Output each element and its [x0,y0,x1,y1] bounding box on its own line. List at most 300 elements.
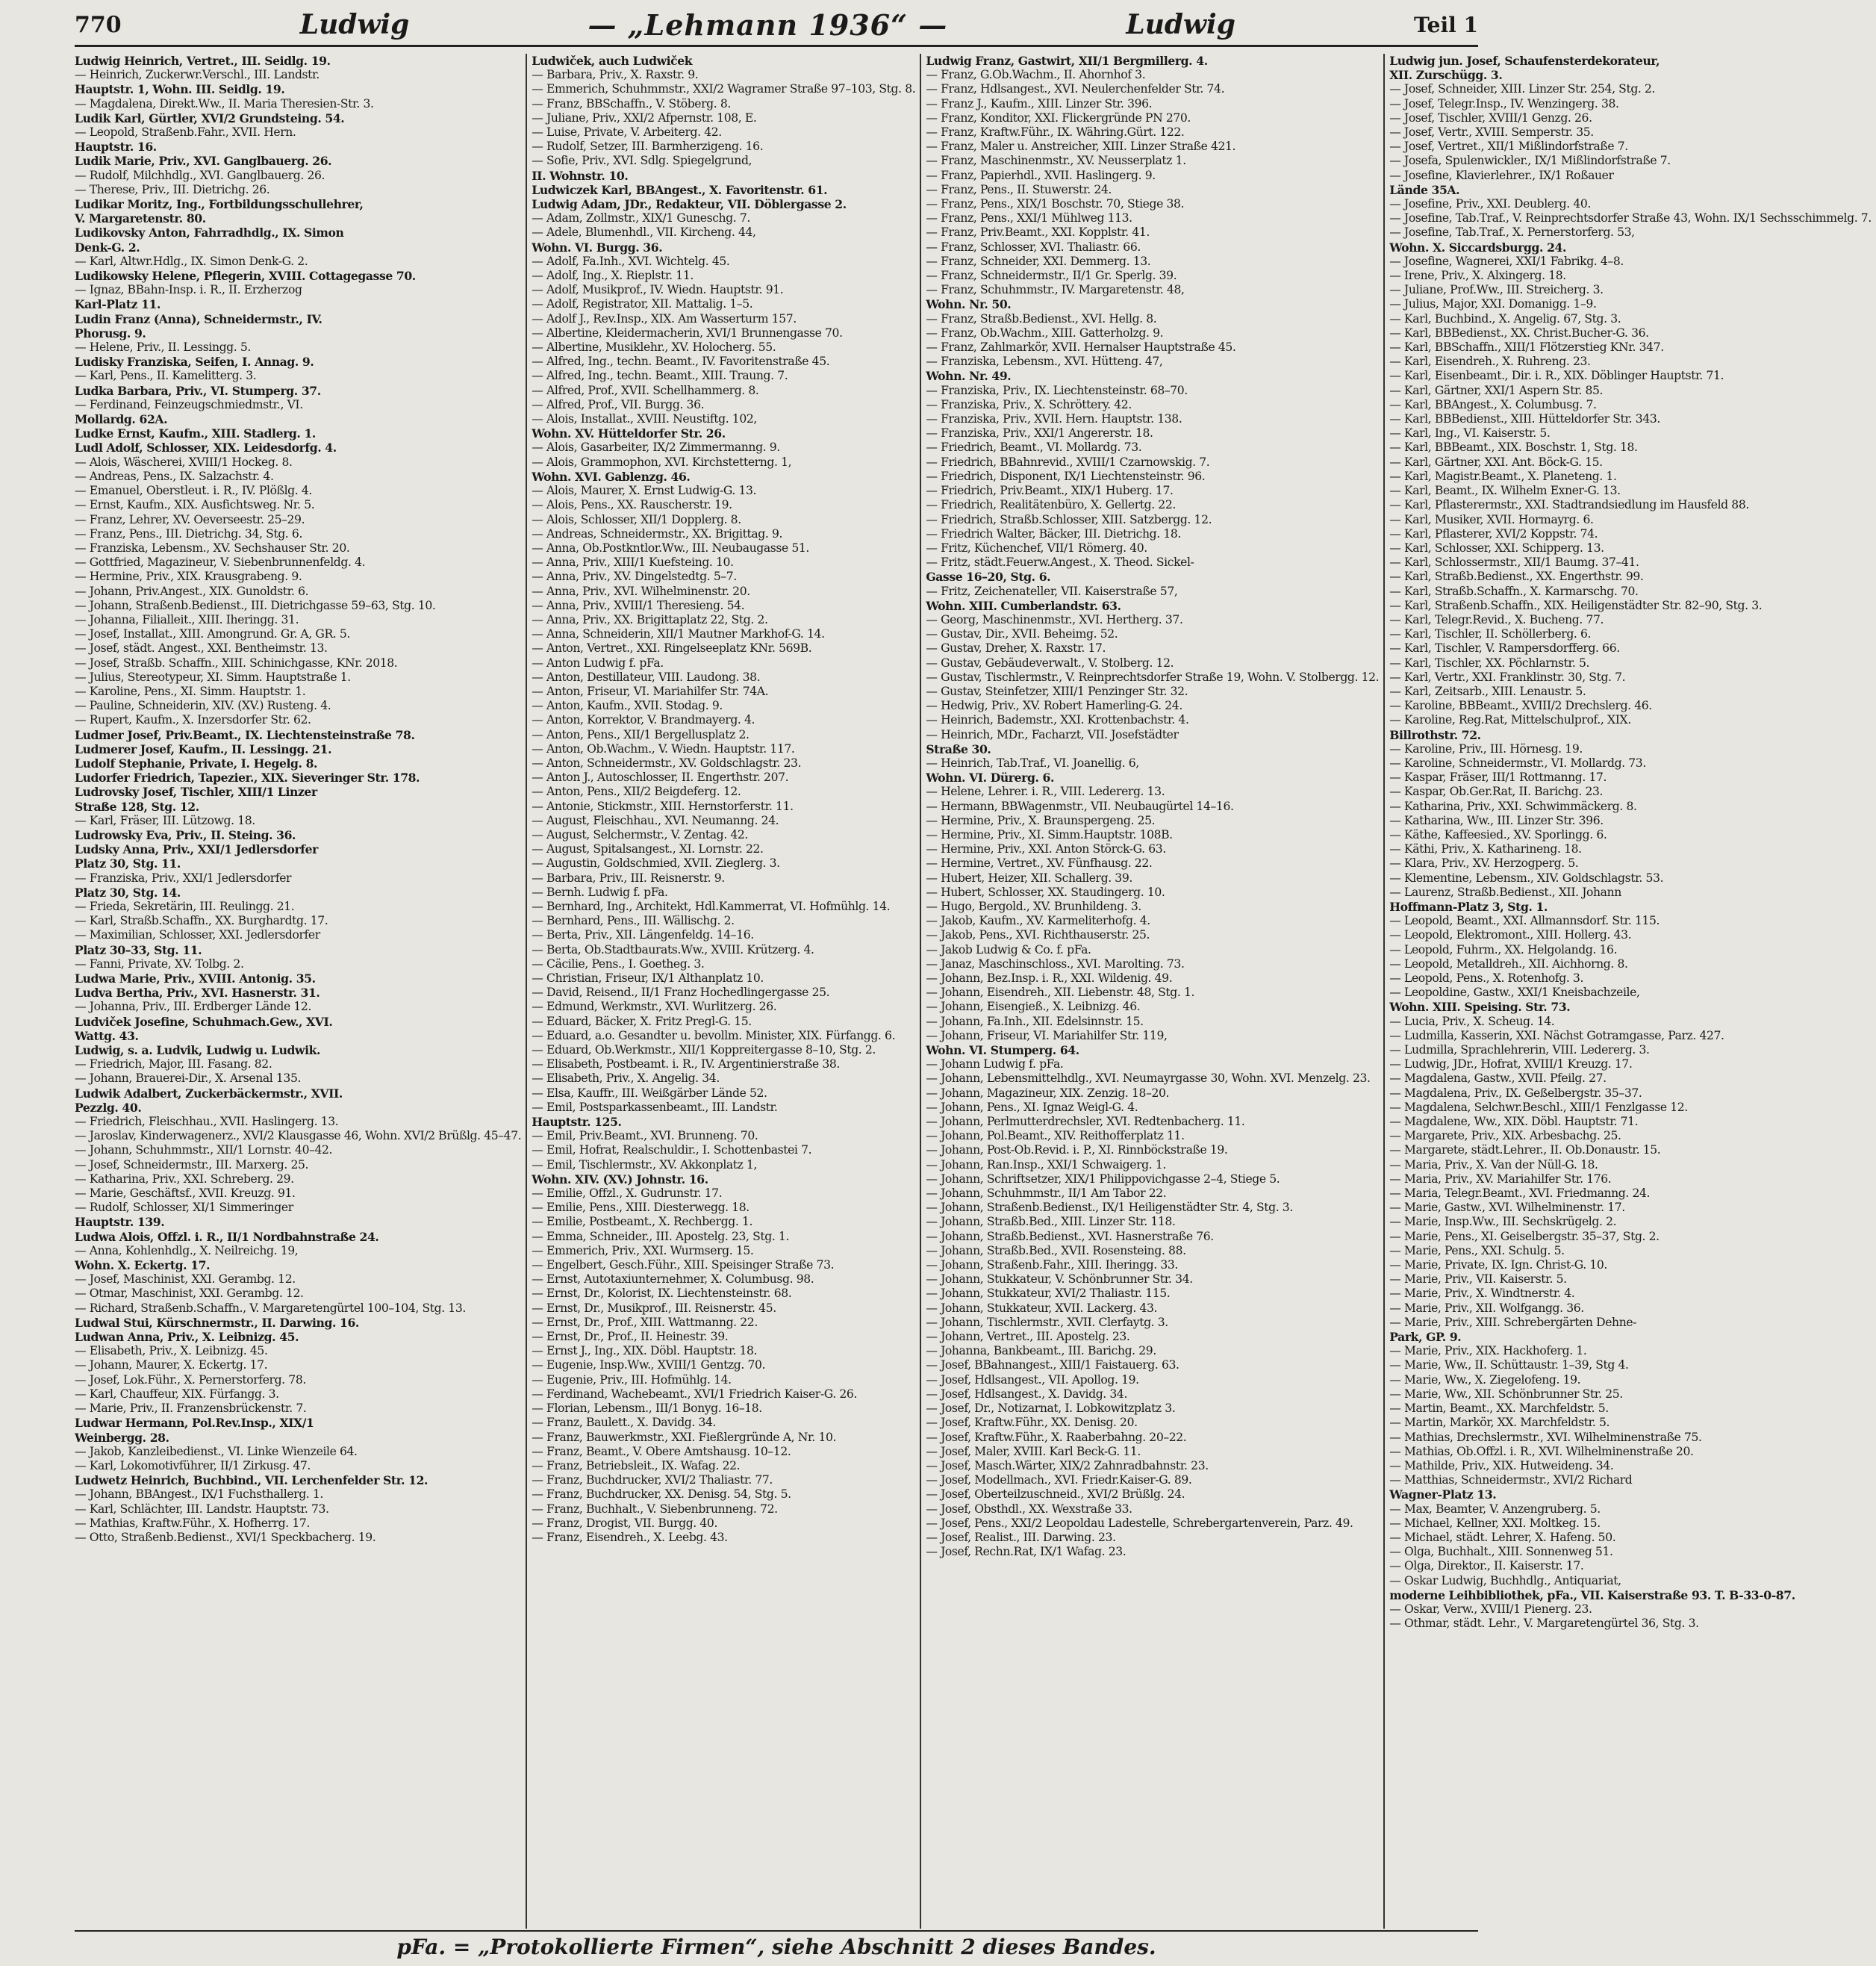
directory-entry: Ludka Barbara, Priv., VI. Stumperg. 37. [75,383,321,398]
directory-entry: — Johann, Schuhmmstr., XII/1 Lornstr. 40–42. [75,1143,333,1157]
directory-entry: — Marie, Priv., XIII. Schrebergärten Dehne- [1389,1315,1637,1329]
directory-entry: — Othmar, städt. Lehr., V. Margaretengürtel 36, Stg. 3. [1389,1617,1699,1631]
directory-entry: — Johann, Vertret., III. Apostelg. 23. [926,1330,1130,1344]
directory-entry: Wohn. XIII. Cumberlandstr. 63. [926,598,1121,613]
directory-entry: — Josefine, Wagnerei, XXI/1 Fabrikg. 4–8. [1389,254,1624,268]
directory-entry: — Anton, Friseur, VI. Mariahilfer Str. 74A. [532,684,769,698]
directory-entry: — Otmar, Maschinist, XXI. Gerambg. 12. [75,1287,304,1301]
directory-entry: — Franz, Pens., XXI/1 Mühlweg 113. [926,211,1132,225]
directory-entry: — Emmerich, Priv., XXI. Wurmserg. 15. [532,1243,754,1257]
directory-entry: Wohn. Nr. 49. [926,369,1012,384]
directory-entry: — Emilie, Pens., XIII. Diesterwegg. 18. [532,1201,750,1215]
directory-entry: — Franz, Schuhmmstr., IV. Margaretenstr. 48, [926,283,1185,297]
directory-entry: — Max, Beamter, V. Anzengruberg. 5. [1389,1502,1601,1516]
directory-entry: — Karl, Pflasterer, XVI/2 Koppstr. 74. [1389,526,1598,541]
directory-entry: — Johann Ludwig f. pFa. [926,1057,1064,1071]
directory-entry: — Gustav, Steinfetzer, XIII/1 Penzinger Str. 32. [926,684,1188,698]
directory-entry: Wohn. VI. Stumperg. 64. [926,1043,1079,1058]
directory-entry: — Franz, Maler u. Anstreicher, XIII. Linzer Straße 421. [926,140,1236,154]
directory-entry: — Elsa, Kauffr., III. Weißgärber Lände 52. [532,1086,767,1100]
directory-entry: Ludwig Franz, Gastwirt, XII/1 Bergmillerg. 4. [926,54,1208,68]
directory-entry: — Josef, Straßb. Schaffn., XIII. Schinichgasse, KNr. 2018. [75,656,398,670]
directory-entry: — Elisabeth, Priv., X. Leibnizg. 45. [75,1344,268,1358]
directory-entry: Ludrowsky Eva, Priv., II. Steing. 36. [75,827,296,842]
directory-entry: — Heinrich, Zuckerwr.Verschl., III. Landstr. [75,68,320,82]
directory-entry: — Johann, Straßb.Bedienst., XVI. Hasnerstraße 76. [926,1229,1214,1243]
directory-entry: — Albertine, Musiklehr., XV. Holocherg. 55. [532,340,776,355]
directory-entry: Ludmer Josef, Priv.Beamt., IX. Liechtensteinstraße 78. [75,727,415,742]
column-2 [532,54,921,1929]
directory-entry: — Anton Ludwig f. pFa. [532,656,664,670]
directory-entry: — Friedrich Walter, Bäcker, III. Dietrichg. 18. [926,526,1181,541]
directory-entry: Pezzlg. 40. [75,1100,142,1115]
directory-entry: — Ernst, Dr., Prof., II. Heinestr. 39. [532,1330,729,1344]
directory-entry: — Kaspar, Ob.Ger.Rat, II. Barichg. 23. [1389,785,1604,799]
directory-entry: — Johann, Ran.Insp., XXI/1 Schwaigerg. 1. [926,1157,1166,1172]
directory-entry: moderne Leihbibliothek, pFa., VII. Kaiserstraße 93. T. B-33-0-87. [1389,1587,1795,1602]
directory-entry: — Helene, Lehrer. i. R., VIII. Ledererg. 13. [926,785,1165,799]
directory-entry: — Franziska, Lebensm., XVI. Hütteng. 47, [926,355,1163,369]
directory-entry: — Andreas, Schneidermstr., XX. Brigittag. 9. [532,526,783,541]
directory-entry: — Josef, Obsthdl., XX. Wexstraße 33. [926,1502,1132,1516]
directory-entry: — Franz, Baulett., X. Davidg. 34. [532,1416,717,1430]
directory-entry: — Johann, Eisendreh., XII. Liebenstr. 48, Stg. 1. [926,986,1195,1000]
directory-entry: Ludolf Stephanie, Private, I. Hegelg. 8. [75,756,318,771]
directory-entry: — Franz, Konditor, XXI. Flickergründe PN 270. [926,111,1191,125]
directory-entry: — Maria, Priv., XV. Mariahilfer Str. 176. [1389,1172,1612,1186]
directory-entry: — Josef, Installat., XIII. Amongrund. Gr. A, GR. 5. [75,627,350,641]
directory-entry: — Ernst, Kaufm., XIX. Ausfichtsweg. Nr. 5. [75,498,315,512]
directory-entry: — Johann, Schuhmmstr., II/1 Am Tabor 22. [926,1186,1167,1201]
directory-entry: — Barbara, Priv., X. Raxstr. 9. [532,68,699,82]
directory-entry: — Fritz, Küchenchef, VII/1 Römerg. 40. [926,541,1147,555]
directory-entry: — Emil, Priv.Beamt., XVI. Brunneng. 70. [532,1129,758,1143]
directory-entry: — Johanna, Priv., III. Erdberger Lände 12. [75,1000,311,1014]
directory-entry: — Hermine, Priv., XIX. Krausgrabeng. 9. [75,570,302,584]
directory-entry: — Franziska, Priv., X. Schröttery. 42. [926,397,1132,411]
directory-entry: — Josef, BBahnangest., XIII/1 Faistauerg. 63. [926,1358,1179,1372]
directory-entry: — Eugenie, Insp.Ww., XVIII/1 Gentzg. 70. [532,1358,766,1372]
directory-entry: — Maria, Telegr.Beamt., XVI. Friedmanng. 24. [1389,1186,1651,1201]
directory-entry: — Marie, Ww., II. Schüttaustr. 1–39, Stg 4. [1389,1358,1629,1372]
directory-entry: — Franz, Papierhdl., XVII. Haslingerg. 9. [926,168,1156,182]
directory-entry: — Karoline, BBBeamt., XVIII/2 Drechslerg. 46. [1389,699,1652,713]
directory-entry: — Josef, Schneidermstr., III. Marxerg. 25. [75,1157,309,1172]
directory-entry: Ludsky Anna, Priv., XXI/1 Jedlersdorfer [75,842,318,857]
directory-entry: — Leopold, Straßenb.Fahr., XVII. Hern. [75,125,296,140]
directory-entry: — Olga, Direktor., II. Kaiserstr. 17. [1389,1559,1584,1573]
directory-entry: — Gustav, Dreher, X. Raxstr. 17. [926,641,1106,656]
directory-entry: — Marie, Insp.Ww., III. Sechskrügelg. 2. [1389,1215,1617,1229]
directory-entry: — Margarete, Priv., XIX. Arbesbachg. 25. [1389,1129,1621,1143]
directory-entry: — Josef, Maler, XVIII. Karl Beck-G. 11. [926,1444,1141,1458]
directory-entry: — Klara, Priv., XV. Herzogperg. 5. [1389,856,1579,871]
directory-entry: — Marie, Priv., II. Franzensbrückenstr. 7. [75,1402,307,1416]
directory-entry: — Anna, Priv., XX. Brigittaplatz 22, Stg. 2. [532,612,768,626]
directory-entry: — Marie, Geschäftsf., XVII. Kreuzg. 91. [75,1186,296,1201]
directory-entry: — Johann, Eisengieß., X. Leibnizg. 46. [926,1000,1141,1014]
directory-entry: — Hugo, Bergold., XV. Brunhildeng. 3. [926,899,1141,913]
directory-entry: — Karl, Lokomotivführer, II/1 Zirkusg. 47. [75,1458,311,1472]
directory-entry: — Marie, Priv., XIX. Hackhoferg. 1. [1389,1344,1587,1358]
directory-entry: — Bernhard, Pens., III. Wällischg. 2. [532,914,735,928]
directory-entry: — Julius, Major, XXI. Domanigg. 1–9. [1389,297,1597,311]
directory-entry: — Franz, Priv.Beamt., XXI. Kopplstr. 41. [926,225,1150,240]
directory-entry: — Matthias, Schneidermstr., XVI/2 Richard [1389,1473,1633,1487]
directory-entry: — Karl, Schlosser, XXI. Schipperg. 13. [1389,541,1604,555]
directory-entry: — Friedrich, Fleischhau., XVII. Haslingerg. 13. [75,1115,339,1129]
directory-entry: — Albertine, Kleidermacherin, XVI/1 Brunnengasse 70. [532,326,843,340]
directory-entry: — Josef, Masch.Wärter, XIX/2 Zahnradbahnstr. 23. [926,1458,1209,1472]
directory-entry: Ludl Adolf, Schlosser, XIX. Leidesdorfg. 4. [75,441,337,455]
directory-entry: — Bernhard, Ing., Architekt, Hdl.Kammerrat, VI. Hofmühlg. 14. [532,899,891,913]
directory-entry: — Franz, Schneider, XXI. Demmerg. 13. [926,254,1151,268]
directory-entry: — Johann, Straßenb.Bedienst., IX/1 Heiligenstädter Str. 4, Stg. 3. [926,1201,1293,1215]
directory-entry: Park, GP. 9. [1389,1330,1462,1345]
directory-entry: — Rudolf, Schlosser, XI/1 Simmeringer [75,1201,293,1215]
directory-entry: — Heinrich, Tab.Traf., VI. Joanellig. 6, [926,756,1139,770]
directory-entry: — Karl, Eisenbeamt., Dir. i. R., XIX. Döblinger Hauptstr. 71. [1389,369,1724,383]
directory-entry: — Karl, Straßb.Schaffn., X. Karmarschg. 70. [1389,584,1639,598]
directory-entry: — Anna, Priv., XV. Dingelstedtg. 5–7. [532,570,737,584]
page-header [75,4,1478,47]
directory-entry: Ludwig jun. Josef, Schaufensterdekorateur, [1389,54,1660,68]
directory-entry: — Adolf, Fa.Inh., XVI. Wichtelg. 45. [532,254,730,268]
directory-entry: Lände 35A. [1389,182,1460,197]
directory-entry: — Franz, Drogist, VII. Burgg. 40. [532,1516,718,1530]
directory-entry: — Josef, Realist., III. Darwing. 23. [926,1530,1116,1544]
directory-entry: — Alfred, Prof., XVII. Schellhammerg. 8. [532,383,759,397]
directory-entry: — Ignaz, BBahn-Insp. i. R., II. Erzherzog [75,283,302,297]
directory-entry: — Josef, Oberteilzuschneid., XVI/2 Brüßlg. 24. [926,1487,1185,1502]
directory-entry: — Karl, BBAngest., X. Columbusg. 7. [1389,397,1597,411]
directory-entry: — Marie, Priv., VII. Kaiserstr. 5. [1389,1272,1567,1287]
directory-entry: — Marie, Ww., X. Ziegelofeng. 19. [1389,1372,1581,1387]
directory-entry: Ludwiček, auch Ludwiček [532,54,693,68]
directory-entry: — Josef, Telegr.Insp., IV. Wenzingerg. 38. [1389,96,1619,111]
directory-entry: — David, Reisend., II/1 Franz Hochedlingergasse 25. [532,986,830,1000]
column-1 [75,54,527,1929]
directory-entry: — Georg, Maschinenmstr., XVI. Hertherg. 37. [926,612,1183,626]
directory-entry: Ludwar Hermann, Pol.Rev.Insp., XIX/1 [75,1416,314,1431]
directory-entry: — Karoline, Pens., XI. Simm. Hauptstr. 1. [75,684,306,698]
directory-entry: — Klementine, Lebensm., XIV. Goldschlagstr. 53. [1389,871,1664,885]
directory-entry: — Marie, Private, IX. Ign. Christ-G. 10. [1389,1258,1607,1272]
directory-entry: — Leopold, Pens., X. Rotenhofg. 3. [1389,971,1584,985]
directory-entry: — Anna, Kohlenhdlg., X. Neilreichg. 19, [75,1243,299,1257]
directory-entry: — Karl, Pens., II. Kamelitterg. 3. [75,369,257,383]
directory-entry: — Franz, Zahlmarkör, XVII. Hernalser Hauptstraße 45. [926,340,1236,355]
directory-entry: — Ernst, Autotaxiunternehmer, X. Columbusg. 98. [532,1272,814,1287]
directory-entry: — Johann, Stukkateur, V. Schönbrunner Str. 34. [926,1272,1193,1287]
directory-entry: — Franz, Buchdrucker, XVI/2 Thaliastr. 77. [532,1473,773,1487]
directory-entry: Hauptstr. 139. [75,1215,165,1230]
directory-entry: Wohn. Nr. 50. [926,297,1012,312]
directory-entry: — Janaz, Maschinschloss., XVI. Marolting. 73. [926,956,1185,971]
directory-entry: — Alois, Schlosser, XII/1 Dopplerg. 8. [532,512,741,526]
directory-entry: — Anton, Vertret., XXI. Ringelseeplatz KNr. 569B. [532,641,812,656]
directory-entry: Wohn. VI. Dürerg. 6. [926,771,1054,786]
directory-entry: — Hedwig, Priv., XV. Robert Hamerling-G. 24. [926,699,1182,713]
directory-entry: — Jakob, Pens., XVI. Richthauserstr. 25. [926,928,1150,942]
directory-entry: — Marie, Ww., XII. Schönbrunner Str. 25. [1389,1387,1623,1401]
directory-entry: — Johann, Stukkateur, XVI/2 Thaliastr. 115. [926,1287,1171,1301]
directory-entry: — Emil, Tischlermstr., XV. Akkonplatz 1, [532,1157,758,1172]
directory-entry: — Leopold, Beamt., XXI. Allmannsdorf. Str. 115. [1389,914,1660,928]
directory-entry: — Mathias, Ob.Offzl. i. R., XVI. Wilhelminenstraße 20. [1389,1444,1694,1458]
directory-entry: — Johann, Stukkateur, XVII. Lackerg. 43. [926,1301,1158,1315]
directory-entry: — Franz, Kraftw.Führ., IX. Währing.Gürt. 122. [926,125,1185,140]
directory-entry: — Gustav, Dir., XVII. Beheimg. 52. [926,627,1118,641]
directory-entry: — Ferdinand, Wachebeamt., XVI/1 Friedrich Kaiser-G. 26. [532,1387,857,1401]
directory-entry: — Berta, Ob.Stadtbaurats.Ww., XVIII. Krützerg. 4. [532,942,814,956]
directory-entry: — Hubert, Heizer, XII. Schallerg. 39. [926,871,1132,885]
header-left-word: Ludwig [299,9,410,40]
directory-entry: — Friedrich, BBahnrevid., XVIII/1 Czarnowskig. 7. [926,455,1210,469]
directory-entry: — Johann, Bez.Insp. i. R., XXI. Wildenig. 49. [926,971,1173,985]
directory-entry: — Kaspar, Fräser, III/1 Rottmanng. 17. [1389,771,1607,785]
directory-entry: — Marie, Priv., X. Windtnerstr. 4. [1389,1287,1575,1301]
directory-entry: Billrothstr. 72. [1389,727,1481,742]
directory-entry: II. Wohnstr. 10. [532,168,629,183]
directory-entry: — Anton J., Autoschlosser, II. Engerthstr. 207. [532,771,789,785]
directory-entry: — Anna, Priv., XIII/1 Kuefsteing. 10. [532,556,734,570]
directory-entry: — Karl, Ing., VI. Kaiserstr. 5. [1389,426,1551,441]
directory-entry: — Franz, Schneidermstr., II/1 Gr. Sperlg. 39. [926,269,1177,283]
directory-entry: — Alfred, Prof., VII. Burgg. 36. [532,397,705,411]
directory-entry: — August, Selchermstr., V. Zentag. 42. [532,827,748,842]
column-4 [1389,54,1876,1929]
directory-entry: — Fanni, Private, XV. Tolbg. 2. [75,956,244,971]
directory-entry: Ludikovsky Anton, Fahrradhdlg., IX. Simon [75,225,344,240]
directory-entry: — Anton, Pens., XII/2 Beigdeferg. 12. [532,785,741,799]
directory-entry: — Anton, Schneidermstr., XV. Goldschlagstr. 23. [532,756,802,770]
directory-entry: — Karl, Tischler, II. Schöllerberg. 6. [1389,627,1592,641]
directory-entry: — Otto, Straßenb.Bedienst., XVI/1 Speckbacherg. 19. [75,1530,376,1544]
directory-entry: — Luise, Private, V. Arbeiterg. 42. [532,125,722,140]
directory-entry: — Franz, Schlosser, XVI. Thaliastr. 66. [926,240,1141,254]
directory-entry: — Karl, Tischler, XX. Pöchlarnstr. 5. [1389,656,1590,670]
directory-entry: — Margarete, städt.Lehrer., II. Ob.Donaustr. 15. [1389,1143,1661,1157]
directory-entry: — Karl, Chauffeur, XIX. Fürfangg. 3. [75,1387,279,1401]
directory-entry: — Irene, Priv., X. Alxingerg. 18. [1389,269,1566,283]
directory-entry: — Helene, Priv., II. Lessingg. 5. [75,340,251,355]
directory-entry: XII. Zurschügg. 3. [1389,68,1503,83]
directory-entry: — Emil, Postsparkassenbeamt., III. Landstr. [532,1100,778,1114]
directory-entry: Ludwiczek Karl, BBAngest., X. Favoritenstr. 61. [532,182,828,197]
directory-entry: — Josefine, Tab.Traf., V. Reinprechtsdorfer Straße 43, Wohn. IX/1 Sechsschimmelg. 7. [1389,211,1872,225]
directory-entry: — Eduard, a.o. Gesandter u. bevollm. Minister, XIX. Fürfangg. 6. [532,1028,896,1042]
directory-title: — „Lehmann 1936“ — [588,7,948,42]
directory-entry: — Franz, Straßb.Bedienst., XVI. Hellg. 8. [926,311,1157,326]
directory-entry: — Andreas, Pens., IX. Salzachstr. 4. [75,469,274,483]
directory-entry: Wagner-Platz 13. [1389,1487,1497,1502]
directory-entry: — Karl, Schlossermstr., XII/1 Baumg. 37–41. [1389,556,1639,570]
header-right-word: Ludwig [1126,9,1235,40]
directory-entry: — Lucia, Priv., X. Scheug. 14. [1389,1014,1555,1028]
directory-entry: — Franz, Pens., XIX/1 Boschstr. 70, Stiege 38. [926,197,1185,211]
directory-entry: — Elisabeth, Postbeamt. i. R., IV. Argentinierstraße 38. [532,1057,840,1071]
directory-entry: Ludwig Adam, JDr., Redakteur, VII. Döblergasse 2. [532,197,847,212]
directory-entry: — Jakob, Kanzleibedienst., VI. Linke Wienzeile 64. [75,1444,358,1458]
directory-entry: — Alois, Installat., XVIII. Neustiftg. 102, [532,412,757,426]
directory-entry: Wohn. X. Siccardsburgg. 24. [1389,240,1566,255]
directory-entry: — Anton, Pens., XII/1 Bergellusplatz 2. [532,727,750,741]
directory-entry: — Karl, Altwr.Hdlg., IX. Simon Denk-G. 2. [75,254,308,268]
directory-entry: — Franz J., Kaufm., XIII. Linzer Str. 396. [926,96,1153,111]
directory-entry: — Eduard, Ob.Werkmstr., XII/1 Koppreitergasse 8–10, Stg. 2. [532,1043,876,1057]
directory-entry: — Adolf, Ing., X. Rieplstr. 11. [532,269,694,283]
directory-entry: — Karl, Musiker, XVII. Hormayrg. 6. [1389,512,1594,526]
directory-entry: — Franz, Pens., II. Stuwerstr. 24. [926,182,1112,196]
directory-entry: Wattg. 43. [75,1028,139,1043]
directory-entry: — Richard, Straßenb.Schaffn., V. Margaretengürtel 100–104, Stg. 13. [75,1301,466,1315]
directory-entry: — Adolf, Musikprof., IV. Wiedn. Hauptstr. 91. [532,283,784,297]
directory-entry: — Adele, Blumenhdl., VII. Kircheng. 44, [532,225,756,240]
directory-entry: — Emilie, Postbeamt., X. Rechbergg. 1. [532,1215,753,1229]
directory-entry: Hauptstr. 125. [532,1115,622,1130]
directory-entry: — Oskar Ludwig, Buchhdlg., Antiquariat, [1389,1573,1621,1587]
directory-entry: — Josef, Schneider, XIII. Linzer Str. 254, Stg. 2. [1389,82,1656,96]
directory-entry: — Hermine, Priv., XI. Simm.Hauptstr. 108B. [926,827,1173,842]
directory-entry: — Josef, Modellmach., XVI. Friedr.Kaiser-G. 89. [926,1473,1192,1487]
directory-entry: — Franz, Eisendreh., X. Leebg. 43. [532,1530,728,1544]
directory-entry: — Engelbert, Gesch.Führ., XIII. Speisinger Straße 73. [532,1258,835,1272]
directory-entry: Ludwik Adalbert, Zuckerbäckermstr., XVII. [75,1086,343,1101]
directory-entry: — Franz, G.Ob.Wachm., II. Ahornhof 3. [926,68,1146,82]
directory-entry: — Hermann, BBWagenmstr., VII. Neubaugürtel 14–16. [926,799,1234,813]
directory-entry: Ludwetz Heinrich, Buchbind., VII. Lerchenfelder Str. 12. [75,1473,429,1488]
directory-entry: — Karoline, Schneidermstr., VI. Mollardg. 73. [1389,756,1646,770]
directory-entry: — Martin, Markör, XX. Marchfeldstr. 5. [1389,1416,1610,1430]
directory-entry: — Hermine, Priv., X. Braunspergeng. 25. [926,813,1156,827]
directory-entry: — Karl, Magistr.Beamt., X. Planeteng. 1. [1389,469,1617,483]
directory-entry: — Adolf J., Rev.Insp., XIX. Am Wasserturm 157. [532,311,797,326]
directory-entry: — Franz, Bauwerkmstr., XXI. Fießlergründe A, Nr. 10. [532,1430,837,1444]
directory-entry: Ludva Bertha, Priv., XVI. Hasnerstr. 31. [75,986,320,1001]
directory-entry: Ludke Ernst, Kaufm., XIII. Stadlerg. 1. [75,426,316,441]
directory-entry: — Marie, Pens., XI. Geiselbergstr. 35–37, Stg. 2. [1389,1229,1660,1243]
directory-entry: — Friedrich, Major, III. Fasang. 82. [75,1057,272,1071]
directory-entry: — Johann, Straßenb.Fahr., XIII. Iheringg. 33. [926,1258,1178,1272]
directory-entry: Wohn. XVI. Gablenzg. 46. [532,469,691,484]
directory-entry: Ludwal Stui, Kürschnermstr., II. Darwing. 16. [75,1315,359,1330]
directory-entry: — Franz, Betriebsleit., IX. Wafag. 22. [532,1458,741,1472]
directory-entry: — Bernh. Ludwig f. pFa. [532,885,668,899]
directory-entry: — Josefine, Klavierlehrer., IX/1 Roßauer [1389,168,1614,182]
directory-entry: — Hubert, Schlosser, XX. Staudingerg. 10. [926,885,1165,899]
directory-entry: — Emanuel, Oberstleut. i. R., IV. Plößlg. 4. [75,484,312,498]
directory-entry: — Olga, Buchhalt., XIII. Sonnenweg 51. [1389,1545,1613,1559]
directory-entry: — Karl, Buchbind., X. Angelig. 67, Stg. 3. [1389,311,1621,326]
directory-entry: Platz 30, Stg. 11. [75,856,181,871]
entry-columns [75,54,1872,1929]
directory-entry: — Magdalena, Direkt.Ww., II. Maria Theresien-Str. 3. [75,96,374,111]
directory-entry: — Josef, Kraftw.Führ., XX. Denisg. 20. [926,1416,1138,1430]
directory-entry: — Juliane, Prof.Ww., III. Streicherg. 3. [1389,283,1604,297]
directory-entry: — Karl, Straßb.Bedienst., XX. Engerthstr. 99. [1389,570,1644,584]
directory-entry: — Karl, BBSchaffn., XIII/1 Flötzerstieg KNr. 347. [1389,340,1664,355]
directory-entry: — Leopold, Metalldreh., XII. Aichhorng. 8. [1389,956,1628,971]
directory-entry: — Anton, Destillateur, VIII. Laudong. 38. [532,670,761,684]
directory-entry: — Karl, Pflasterermstr., XXI. Stadtrandsiedlung im Hausfeld 88. [1389,498,1749,512]
directory-entry: — Antonie, Stickmstr., XIII. Hernstorferstr. 11. [532,799,794,813]
directory-entry: — Johann, Tischlermstr., XVII. Clerfaytg. 3. [926,1315,1168,1329]
directory-entry: — Karl, BBBeamt., XIX. Boschstr. 1, Stg. 18. [1389,441,1638,455]
directory-entry: — Marie, Gastw., XVI. Wilhelminenstr. 17. [1389,1201,1625,1215]
directory-entry: — Barbara, Priv., III. Reisnerstr. 9. [532,871,725,885]
directory-entry: Ludikar Moritz, Ing., Fortbildungsschullehrer, [75,197,364,212]
directory-entry: — Alfred, Ing., techn. Beamt., XIII. Traung. 7. [532,369,788,383]
directory-entry: — Fritz, Zeichenateller, VII. Kaiserstraße 57, [926,584,1178,598]
directory-entry: — Fritz, städt.Feuerw.Angest., X. Theod. Sickel- [926,556,1194,570]
directory-entry: — Christian, Friseur, IX/1 Althanplatz 10. [532,971,764,985]
directory-entry: — Jakob Ludwig & Co. f. pFa. [926,942,1091,956]
directory-entry: — Käthi, Priv., X. Katharineng. 18. [1389,842,1582,856]
directory-entry: — Augustin, Goldschmied, XVII. Zieglerg. 3. [532,856,780,871]
directory-entry: — Mathilde, Priv., XIX. Hutweideng. 34. [1389,1458,1614,1472]
directory-entry: — Adam, Zollmstr., XIX/1 Guneschg. 7. [532,211,750,225]
directory-entry: — Karoline, Priv., III. Hörnesg. 19. [1389,741,1583,756]
page-number: 770 [75,11,122,38]
directory-entry: — Michael, städt. Lehrer, X. Hafeng. 50. [1389,1530,1616,1544]
directory-entry: — Alois, Pens., XX. Rauscherstr. 19. [532,498,732,512]
directory-entry: — Eduard, Bäcker, X. Fritz Pregl-G. 15. [532,1014,752,1028]
directory-entry: — Alois, Maurer, X. Ernst Ludwig-G. 13. [532,484,757,498]
directory-entry: — Johann, Fa.Inh., XII. Edelsinnstr. 15. [926,1014,1144,1028]
directory-entry: — Johann, Priv.Angest., XIX. Gunoldstr. 6. [75,584,309,598]
directory-entry: — Gustav, Gebäudeverwalt., V. Stolberg. 12. [926,656,1174,670]
directory-entry: — Anna, Schneiderin, XII/1 Mautner Markhof-G. 14. [532,627,825,641]
directory-entry: — Jakob, Kaufm., XV. Karmeliterhofg. 4. [926,914,1150,928]
directory-entry: — Johann, Straßenb.Bedienst., III. Dietrichgasse 59–63, Stg. 10. [75,598,436,612]
directory-entry: — Michael, Kellner, XXI. Moltkeg. 15. [1389,1516,1601,1530]
directory-entry: — Franz, Buchdrucker, XX. Denisg. 54, Stg. 5. [532,1487,791,1502]
directory-entry: Weinbergg. 28. [75,1430,169,1445]
directory-entry: — Ernst, Dr., Musikprof., III. Reisnerstr. 45. [532,1301,776,1315]
directory-entry: — Jaroslav, Kinderwagenerz., XVI/2 Klausgasse 46, Wohn. XVI/2 Brüßlg. 45–47. [75,1129,522,1143]
directory-entry: — Martin, Beamt., XX. Marchfeldstr. 5. [1389,1402,1609,1416]
directory-entry: — Anton, Kaufm., XVII. Stodag. 9. [532,699,723,713]
directory-entry: — Ernst J., Ing., XIX. Döbl. Hauptstr. 18. [532,1344,758,1358]
directory-entry: Platz 30–33, Stg. 11. [75,942,202,957]
directory-entry: — Franz, Hdlsangest., XVI. Neulerchenfelder Str. 74. [926,82,1225,96]
directory-entry: — Karl, BBBedienst., XX. Christ.Bucher-G. 36. [1389,326,1649,340]
directory-entry: — Gustav, Tischlermstr., V. Reinprechtsdorfer Straße 19, Wohn. V. Stolbergg. 12. [926,670,1380,684]
directory-entry: — Karl, Zeitsarb., XIII. Lenaustr. 5. [1389,684,1586,698]
directory-entry: — Franz, BBSchaffn., V. Stöberg. 8. [532,96,731,111]
directory-entry: Gasse 16–20, Stg. 6. [926,570,1051,585]
directory-entry: — Anton, Korrektor, V. Brandmayerg. 4. [532,713,755,727]
directory-entry: — Josef, Vertret., XII/1 Mißlindorfstraße 7. [1389,140,1628,154]
directory-entry: — Franz, Pens., III. Dietrichg. 34, Stg. 6. [75,526,302,541]
directory-entry: Hauptstr. 16. [75,140,157,155]
directory-entry: — Laurenz, Straßb.Bedienst., XII. Johann [1389,885,1621,899]
directory-entry: — Josef, Hdlsangest., X. Davidg. 34. [926,1387,1128,1401]
directory-entry: — Josef, städt. Angest., XXI. Bentheimstr. 13. [75,641,328,656]
directory-entry: Ludwan Anna, Priv., X. Leibnizg. 45. [75,1330,299,1345]
directory-entry: — Sofie, Priv., XVI. Sdlg. Spiegelgrund, [532,154,752,168]
directory-entry: — Josef, Lok.Führ., X. Pernerstorferg. 78. [75,1372,306,1387]
directory-entry: — Heinrich, MDr., Facharzt, VII. Josefstädter [926,727,1179,741]
directory-entry: — Franziska, Priv., XXI/1 Angererstr. 18. [926,426,1153,441]
directory-entry: Wohn. XIII. Speising. Str. 73. [1389,1000,1571,1015]
directory-entry: — Anna, Priv., XVI. Wilhelminenstr. 20. [532,584,750,598]
directory-entry: — Josefine, Priv., XXI. Deublerg. 40. [1389,197,1591,211]
directory-entry: — Ludmilla, Sprachlehrerin, VIII. Ledererg. 3. [1389,1043,1650,1057]
directory-entry: — Magdalena, Selchwr.Beschl., XIII/1 Fenzlgasse 12. [1389,1100,1688,1114]
directory-entry: — Johann, Lebensmittelhdlg., XVI. Neumayrgasse 30, Wohn. XVI. Menzelg. 23. [926,1071,1371,1086]
